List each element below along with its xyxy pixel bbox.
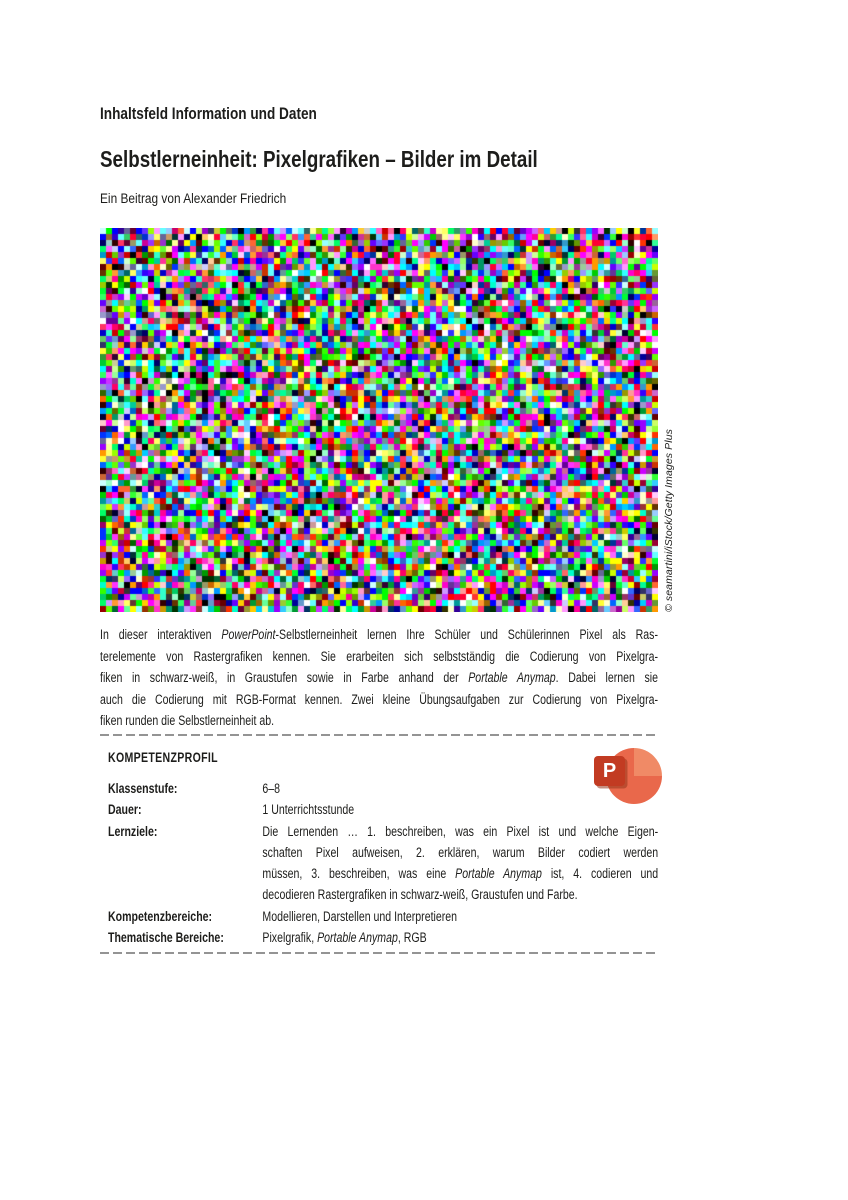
divider-bottom — [100, 952, 658, 954]
profile-row-value — [262, 821, 658, 906]
profile-rows — [108, 778, 658, 948]
profile-row — [108, 778, 658, 799]
profile-row — [108, 906, 658, 927]
text-line: fiken in schwarz-weiß, in Graustufen sowie in Farbe anhand der Portable Anymap. Dabei lernen sie — [100, 670, 658, 685]
profile-row-value — [262, 927, 658, 948]
text-line: In dieser interaktiven PowerPoint-Selbstlerneinheit lernen Ihre Schüler und Schülerinnen Pixel als Ras- — [100, 627, 658, 642]
profile-row-label: Lernziele: — [108, 823, 158, 839]
powerpoint-icon-letter-tile — [594, 756, 625, 786]
text-line: auch die Codierung mit RGB-Format kennen. Zwei kleine Übungsaufgaben zur Codierung von Pixelgra- — [100, 691, 658, 707]
powerpoint-icon-letter: P — [602, 760, 617, 782]
profile-row — [108, 799, 658, 820]
text-line: 6–8 — [262, 781, 281, 796]
profile-row — [108, 821, 658, 906]
intro-paragraph — [100, 624, 658, 732]
profile-row-label: Dauer: — [108, 802, 142, 818]
image-credit: © seamartini/iStock/Getty Images Plus — [663, 429, 675, 612]
text-line: Pixelgrafik, Portable Anymap, RGB — [262, 930, 427, 946]
divider-top — [100, 734, 658, 736]
text-line: terelemente von Rastergrafiken kennen. Sie erarbeiten sich selbstständig die Codierung von Pixelgra- — [100, 648, 658, 664]
text-line: 1 Unterrichtsstunde — [262, 802, 355, 818]
section-kicker: Inhaltsfeld Information und Daten — [100, 104, 317, 123]
text-line: Die Lernenden … 1. beschreiben, was ein Pixel ist und welche Eigen- — [262, 823, 659, 839]
profile-row-label: Kompetenzbereiche: — [108, 908, 213, 924]
profile-heading: KOMPETENZPROFIL — [108, 750, 218, 765]
competence-profile — [108, 750, 658, 948]
text-line: müssen, 3. beschreiben, was eine Portable Anymap ist, 4. codieren und — [262, 866, 659, 882]
text-line: Modellieren, Darstellen und Interpretieren — [262, 908, 458, 924]
profile-row-label: Thematische Bereiche: — [108, 930, 224, 946]
powerpoint-icon — [604, 747, 662, 805]
profile-row-label: Klassenstufe: — [108, 781, 178, 796]
profile-row — [108, 927, 658, 948]
text-line: decodieren Rastergrafiken in schwarz-weiß, Graustufen und Farbe. — [262, 887, 578, 903]
byline: Ein Beitrag von Alexander Friedrich — [100, 191, 287, 206]
text-line: fiken runden die Selbstlerneinheit ab. — [100, 713, 275, 728]
profile-row-value — [262, 906, 658, 927]
text-line: schaften Pixel aufweisen, 2. erklären, warum Bilder codiert werden — [262, 844, 659, 860]
page-title: Selbstlerneinheit: Pixelgrafiken – Bilder im Detail — [100, 146, 538, 172]
profile-row-value — [262, 799, 658, 820]
pixel-noise-image — [100, 228, 658, 612]
pixel-noise-canvas — [100, 228, 658, 612]
